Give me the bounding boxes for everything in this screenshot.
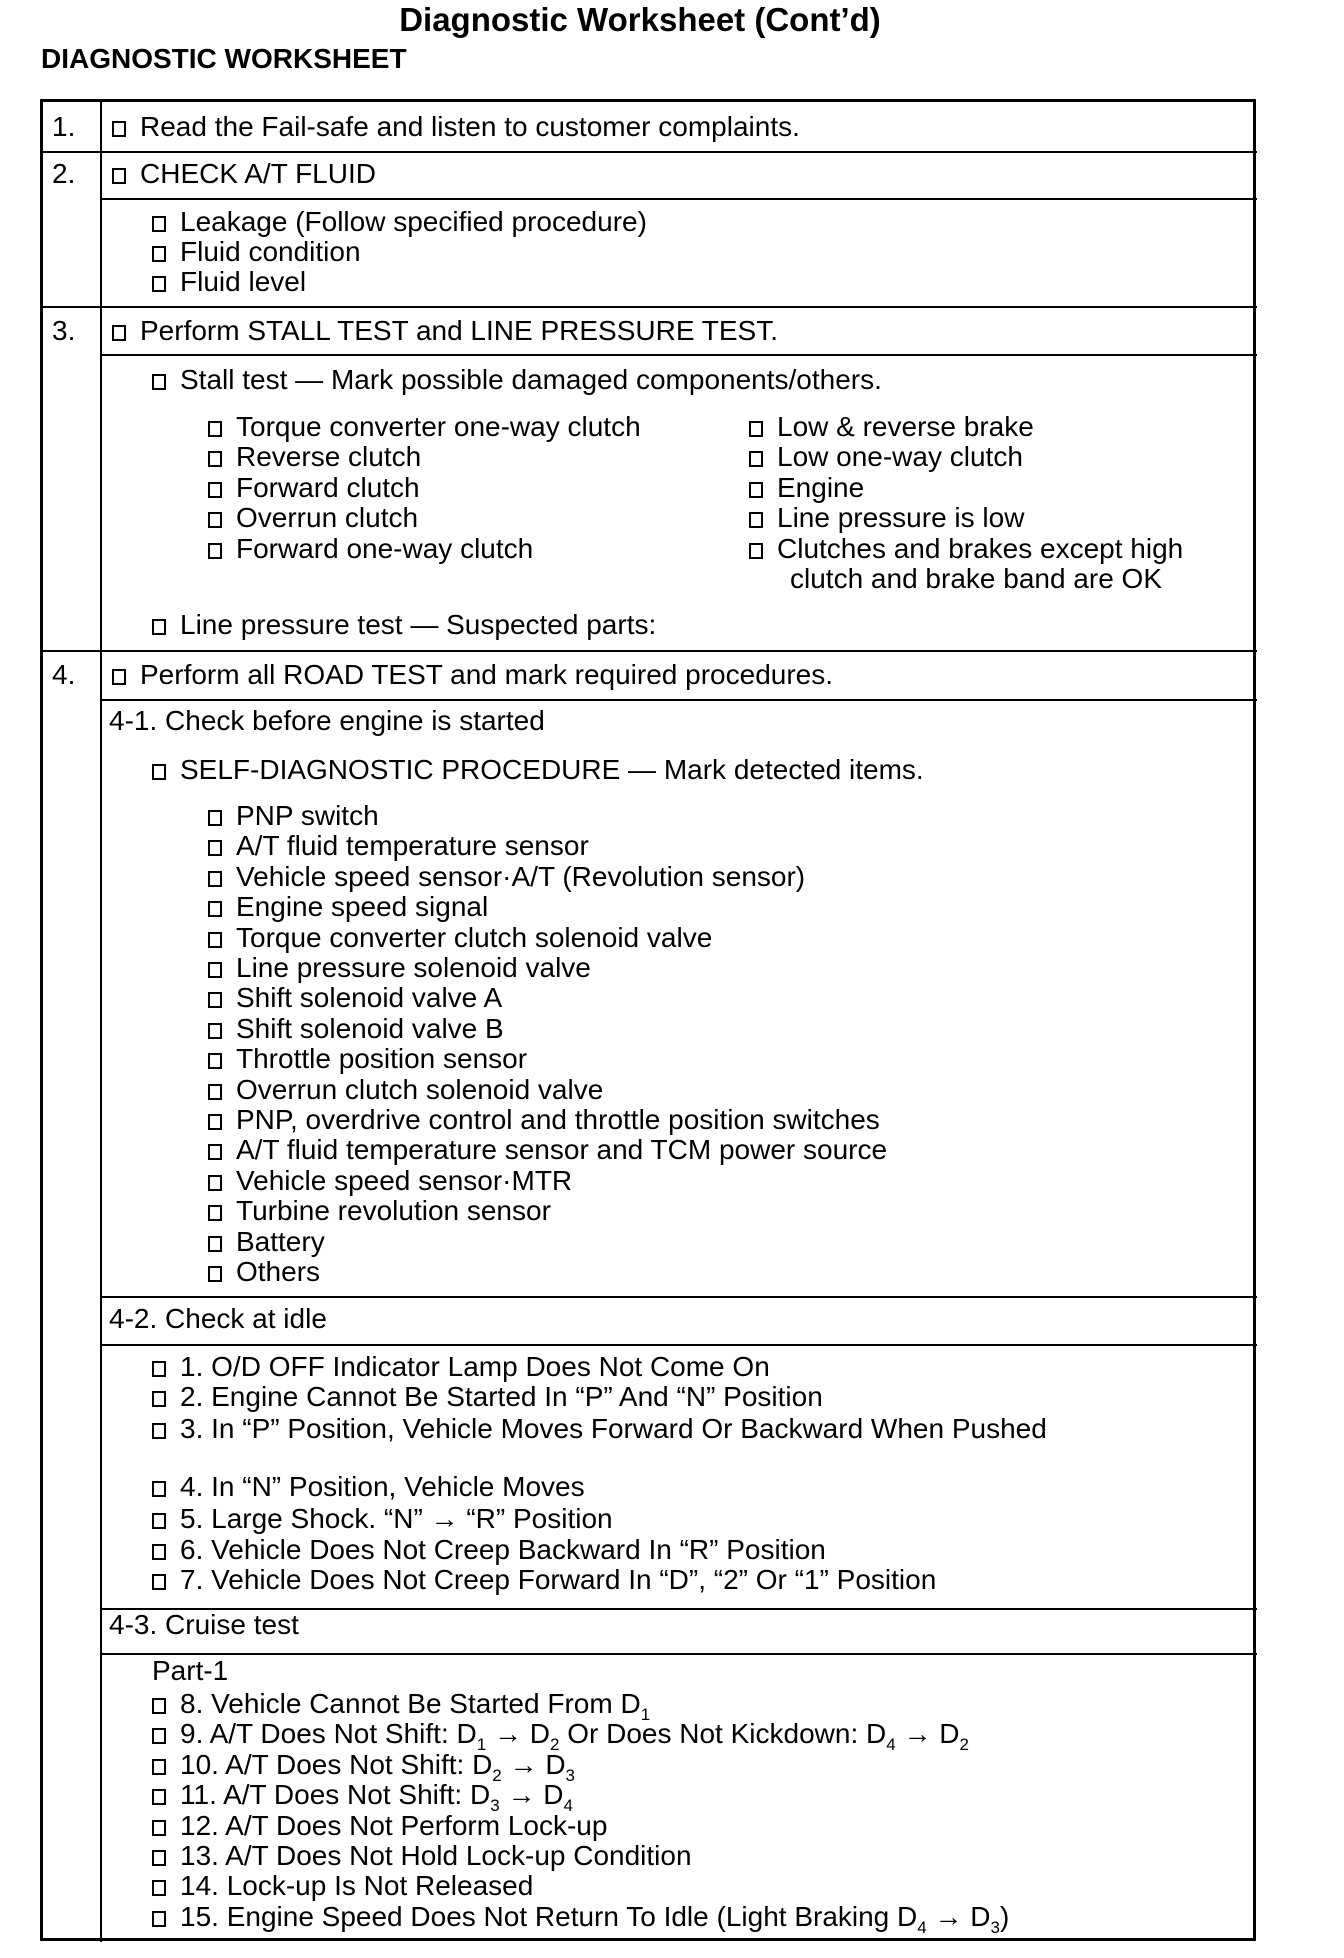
step-3-stall-line-test [112,316,778,346]
step-number [52,316,75,346]
divider [41,306,1257,308]
line-text: Fluid level [180,266,307,297]
checkbox[interactable] [208,992,222,1008]
checkbox[interactable] [208,1266,222,1282]
checkbox[interactable] [152,619,166,635]
self-diag-detected-item [208,1166,572,1196]
line-text: A/T fluid temperature sensor and TCM power source [236,1134,888,1166]
line-text: 6. Vehicle Does Not Creep Backward In “R” Position [180,1534,826,1565]
idle-check-item [152,1414,1047,1444]
text-segment: 13. A/T Does Not Hold Lock-up Condition [180,1840,692,1871]
checkbox[interactable] [208,1175,222,1191]
cruise-test-item [152,1871,533,1901]
line-text: 1. O/D OFF Indicator Lamp Does Not Come On [180,1351,770,1382]
checkbox[interactable] [208,1114,222,1130]
line-text: Overrun clutch solenoid valve [236,1073,604,1105]
checkbox[interactable] [152,1850,166,1866]
stall-component-item [749,473,864,503]
checkbox[interactable] [112,669,126,685]
stall-component-item [208,412,641,442]
checkbox[interactable] [749,451,763,467]
stall-component-item [208,473,420,503]
fluid-check-item [152,207,647,237]
checkbox[interactable] [208,901,222,917]
text-segment: 14. Lock-up Is Not Released [180,1870,534,1902]
checkbox[interactable] [152,1698,166,1714]
text-segment: 12. A/T Does Not Perform Lock-up [180,1809,608,1841]
checkbox[interactable] [208,810,222,826]
checkbox[interactable] [749,421,763,437]
cruise-test-item [152,1688,651,1724]
checkbox[interactable] [208,1023,222,1039]
self-diag-detected-item [208,1257,320,1287]
step-4-road-test [112,660,833,690]
self-diag-detected-item [208,1105,880,1135]
line-text: clutch and brake band are OK [790,563,1163,594]
text-segment: Or Does Not Kickdown: D [559,1718,887,1750]
checkbox[interactable] [749,512,763,528]
checkbox[interactable] [152,216,166,232]
idle-check-item [152,1565,936,1595]
cruise-test-item [152,1900,1010,1937]
line-text: CHECK A/T FLUID [140,158,376,189]
cruise-test-item [152,1841,692,1871]
stall-test-item [152,365,882,395]
line-text: Torque converter clutch solenoid valve [236,921,713,953]
checkbox[interactable] [152,276,166,292]
checkbox[interactable] [208,543,222,559]
line-text: Clutches and brakes except high [777,532,1184,564]
stall-component-item-continued [790,564,1162,594]
line-text: Forward one-way clutch [236,532,534,564]
line-text: A/T fluid temperature sensor [236,830,589,862]
checkbox[interactable] [112,325,126,341]
divider [101,198,1257,200]
checkbox[interactable] [208,932,222,948]
cruise-test-item [152,1748,576,1785]
page-title: Diagnostic Worksheet (Cont’d) [399,1,881,38]
line-text: Line pressure test — Suspected parts: [180,609,657,640]
idle-check-item [152,1504,613,1534]
number-column-divider [100,100,102,1942]
checkbox[interactable] [152,1880,166,1896]
cruise-test-item [152,1718,969,1755]
self-diag-detected-item [208,1044,527,1074]
line-text: Vehicle speed sensor·MTR [236,1164,573,1196]
line-text: Engine speed signal [236,891,489,923]
text-segment: 15. Engine Speed Does Not Return To Idle (Light Braking D [180,1900,918,1932]
self-diag-detected-item [208,801,379,831]
step-1-read-failsafe [112,112,800,142]
checkbox[interactable] [152,1361,166,1377]
line-text: Perform STALL TEST and LINE PRESSURE TEST. [140,315,779,346]
text-segment: → D [895,1718,960,1750]
line-text: PNP switch [236,800,379,831]
checkbox[interactable] [208,871,222,887]
stall-component-item [208,534,533,564]
text-segment: ) [999,1900,1010,1932]
checkbox[interactable] [208,1053,222,1069]
line-text: PNP, overdrive control and throttle position switches [236,1104,880,1135]
divider [101,354,1257,356]
self-diag-detected-item [208,862,805,892]
checkbox[interactable] [208,840,222,856]
idle-check-item [152,1472,585,1502]
cruise-test-item [152,1811,607,1841]
line-text: Shift solenoid valve A [236,982,503,1014]
line-text: 2. [52,158,76,189]
checkbox[interactable] [152,1574,166,1590]
checkbox[interactable] [152,1759,166,1775]
divider [101,1344,1257,1346]
checkbox[interactable] [749,543,763,559]
line-text: Stall test — Mark possible damaged components/others. [180,364,882,395]
subscript: 2 [549,1735,560,1755]
line-text: Line pressure solenoid valve [236,952,591,983]
text-segment: → D [486,1718,550,1750]
checkbox[interactable] [208,1084,222,1100]
text-segment: 9. A/T Does Not Shift: D [180,1718,477,1750]
line-text: Battery [236,1225,325,1257]
checkbox[interactable] [152,1513,166,1529]
stall-component-item [749,412,1034,442]
checkbox[interactable] [208,1205,222,1221]
line-text: SELF-DIAGNOSTIC PROCEDURE — Mark detected items. [180,754,924,785]
fluid-check-item [152,237,361,267]
line-text: 4-1. Check before engine is started [109,705,545,736]
subscript: 2 [492,1765,502,1785]
subscript: 3 [990,1917,1000,1937]
line-text: 4. [52,659,76,690]
line-text: Throttle position sensor [236,1043,528,1075]
subscript: 1 [640,1705,651,1724]
line-text: Vehicle speed sensor·A/T (Revolution sensor) [236,860,806,892]
self-diag-detected-item [208,1075,603,1105]
self-diag-detected-item [208,983,502,1013]
line-text: 5. Large Shock. “N” → “R” Position [180,1503,613,1534]
stall-component-item [208,442,421,472]
checkbox[interactable] [208,482,222,498]
line-text: Read the Fail-safe and listen to customer complaints. [140,111,800,142]
line-text: 2. Engine Cannot Be Started In “P” And “N” Position [180,1381,823,1412]
checkbox[interactable] [112,121,126,137]
line-text: Turbine revolution sensor [236,1195,551,1227]
stall-component-item [749,503,1024,533]
checkbox[interactable] [152,1423,166,1439]
line-text: Forward clutch [236,471,420,503]
line-text: 1. [52,111,76,142]
subscript: 4 [563,1796,573,1816]
line-text: Low & reverse brake [777,411,1034,442]
checkbox[interactable] [152,246,166,262]
stall-component-item [749,442,1023,472]
self-diag-detected-item [208,953,591,983]
divider [101,1653,1257,1655]
checkbox[interactable] [152,1728,166,1744]
checkbox[interactable] [152,1911,166,1927]
subscript: 3 [565,1765,576,1785]
divider [41,151,1257,153]
self-diag-detected-item [208,892,488,922]
line-text: 4-2. Check at idle [109,1303,327,1334]
checkbox[interactable] [152,1820,166,1836]
line-text: 3. In “P” Position, Vehicle Moves Forward Or Backward When Pushed [180,1413,1047,1444]
line-text: Others [236,1256,321,1287]
idle-check-item [152,1382,823,1412]
checkbox[interactable] [112,168,126,184]
checkbox[interactable] [208,512,222,528]
divider [101,1296,1257,1298]
checkbox[interactable] [208,1144,222,1160]
worksheet-heading: DIAGNOSTIC WORKSHEET [41,43,407,74]
section-4-1-title [109,706,545,736]
checkbox[interactable] [208,421,222,437]
line-text: Engine [777,471,865,503]
stall-component-item [208,503,418,533]
line-text: Perform all ROAD TEST and mark required procedures. [140,659,834,690]
idle-check-item [152,1535,826,1565]
step-number [52,660,75,690]
stall-component-item [749,534,1183,564]
line-text: Shift solenoid valve B [236,1012,504,1044]
checkbox[interactable] [208,1236,222,1252]
line-text: Fluid condition [180,236,361,267]
fluid-check-item [152,267,306,297]
line-text: Leakage (Follow specified procedure) [180,206,647,237]
idle-check-item [152,1352,770,1382]
cruise-test-item [152,1779,573,1816]
line-text: Reverse clutch [236,441,422,473]
self-diag-detected-item [208,831,589,861]
text-segment: → D [501,1748,566,1780]
subscript: 4 [886,1735,896,1755]
self-diag-detected-item [208,1227,325,1257]
checkbox[interactable] [152,1481,166,1497]
text-segment: → D [926,1900,991,1932]
checkbox[interactable] [152,1391,166,1407]
checkbox[interactable] [152,1544,166,1560]
checkbox[interactable] [749,482,763,498]
self-diagnostic-item [152,755,924,785]
subscript: 2 [959,1735,969,1755]
text-segment: 8. Vehicle Cannot Be Started From D [180,1688,641,1719]
line-text: Low one-way clutch [777,441,1023,473]
divider [41,650,1257,652]
line-text: 7. Vehicle Does Not Creep Forward In “D”, “2” Or “1” Position [180,1564,937,1595]
line-text: Overrun clutch [236,502,419,534]
section-4-3-title [109,1610,299,1640]
text-segment: 11. A/T Does Not Shift: D [180,1779,491,1811]
section-4-2-title [109,1304,327,1334]
line-pressure-test-item [152,610,656,640]
step-2-check-fluid [112,159,376,189]
text-segment: → D [499,1779,564,1811]
step-number [52,112,75,142]
line-text: Part-1 [152,1655,229,1686]
line-text: Torque converter one-way clutch [236,411,641,442]
line-text: 4-3. Cruise test [109,1609,299,1640]
checkbox[interactable] [208,451,222,467]
checkbox[interactable] [152,1789,166,1805]
self-diag-detected-item [208,923,712,953]
self-diag-detected-item [208,1135,887,1165]
divider [101,699,1257,701]
subscript: 4 [917,1917,927,1937]
checkbox[interactable] [152,374,166,390]
checkbox[interactable] [208,962,222,978]
subscript: 1 [476,1735,487,1755]
subscript: 3 [490,1796,500,1816]
step-number [52,159,75,189]
checkbox[interactable] [152,764,166,780]
cruise-part-label [152,1656,228,1686]
line-text: 3. [52,315,76,346]
line-text: Line pressure is low [777,502,1025,534]
self-diag-detected-item [208,1196,551,1226]
text-segment: 10. A/T Does Not Shift: D [180,1748,493,1780]
self-diag-detected-item [208,1014,504,1044]
line-text: 4. In “N” Position, Vehicle Moves [180,1471,585,1502]
